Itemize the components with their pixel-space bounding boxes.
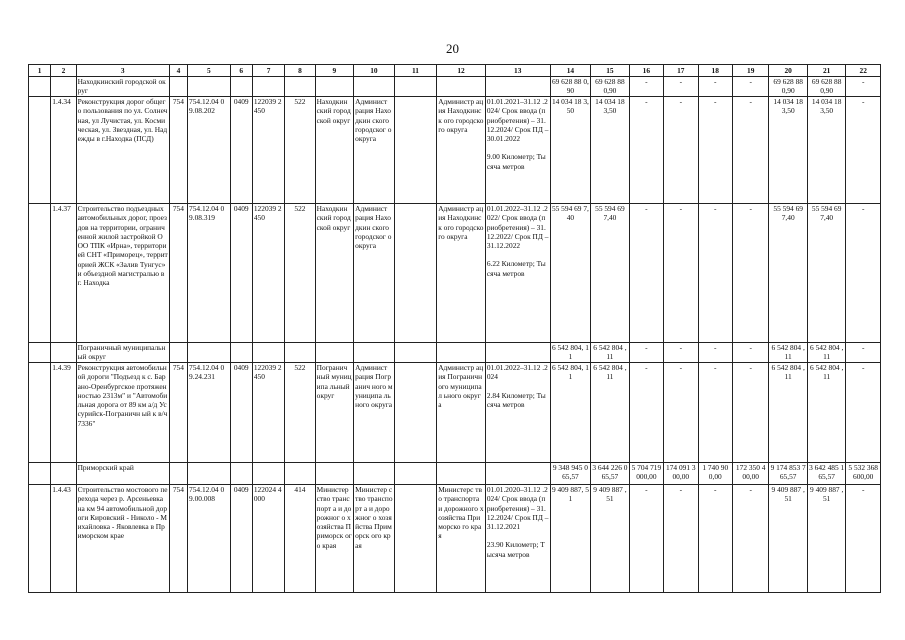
cell-col-22: - bbox=[846, 97, 881, 204]
cell-col-21: 55 594 69 7,40 bbox=[807, 204, 845, 343]
table-row bbox=[29, 363, 881, 463]
cell-col-16: - bbox=[629, 204, 663, 343]
cell-col-8: 522 bbox=[285, 97, 315, 204]
cell-col-20: 69 628 88 0,90 bbox=[769, 77, 807, 97]
cell-col-3: Находкинский городской округ bbox=[76, 77, 169, 97]
cell-col-2: 1.4.43 bbox=[51, 485, 76, 593]
column-number-11: 11 bbox=[394, 65, 437, 77]
cell-col-4 bbox=[169, 77, 187, 97]
cell-col-17: 174 091 300,00 bbox=[664, 463, 698, 485]
cell-col-10: Админист рация Погранич ного муниципа льного округа bbox=[354, 363, 395, 463]
cell-col-17: - bbox=[664, 204, 698, 343]
cell-col-10: Админист рация Находкин ского городског о округа bbox=[354, 97, 395, 204]
cell-col-11 bbox=[394, 463, 437, 485]
cell-col-2 bbox=[51, 463, 76, 485]
cell-col-20: 14 034 18 3,50 bbox=[769, 97, 807, 204]
group-row bbox=[29, 77, 881, 97]
cell-col-3: Строительство подъездных автомобильных дорог, проездов на территории, ограниченной жилой застройкой ООО ТПК «Ирна», территорией СНТ «Приморец», территорией ЖСК «Залив Тунгус» и объездной магистралью в г. Находка bbox=[76, 204, 169, 343]
cell-col-18: 1 740 90 0,00 bbox=[698, 463, 732, 485]
cell-col-18: - bbox=[698, 485, 732, 593]
column-number-12: 12 bbox=[437, 65, 486, 77]
cell-col-5 bbox=[188, 463, 231, 485]
column-number-15: 15 bbox=[591, 65, 629, 77]
cell-col-8: 522 bbox=[285, 363, 315, 463]
cell-col-16: - bbox=[629, 363, 663, 463]
cell-col-22: - bbox=[846, 343, 881, 363]
cell-col-5: 754.12.04 09.08.202 bbox=[188, 97, 231, 204]
cell-col-6 bbox=[230, 343, 252, 363]
cell-col-17: - bbox=[664, 363, 698, 463]
cell-col-22: 5 532 368 600,00 bbox=[846, 463, 881, 485]
cell-col-2: 1.4.34 bbox=[51, 97, 76, 204]
column-number-row bbox=[29, 65, 881, 77]
cell-col-1 bbox=[29, 97, 51, 204]
column-number-5: 5 bbox=[188, 65, 231, 77]
cell-col-9: Погранич ный муниципа льный округ bbox=[315, 363, 353, 463]
cell-col-18: - bbox=[698, 363, 732, 463]
capacity-text: 6.22 Километр; Тысяча метров bbox=[486, 259, 546, 278]
cell-col-21: 6 542 804 ,11 bbox=[807, 343, 845, 363]
cell-col-15: 6 542 804 ,11 bbox=[591, 343, 629, 363]
capacity-text: 2.84 Километр; Тысяча метров bbox=[486, 390, 546, 409]
cell-col-7 bbox=[252, 343, 284, 363]
cell-col-5: 754.12.04 09.08.319 bbox=[188, 204, 231, 343]
cell-col-16: - bbox=[629, 485, 663, 593]
cell-col-9 bbox=[315, 463, 353, 485]
cell-col-10 bbox=[354, 463, 395, 485]
cell-col-6: 0409 bbox=[230, 204, 252, 343]
cell-col-11 bbox=[394, 204, 437, 343]
cell-col-4: 754 bbox=[169, 97, 187, 204]
column-number-10: 10 bbox=[354, 65, 395, 77]
cell-col-18: - bbox=[698, 97, 732, 204]
cell-col-16: 5 704 719 000,00 bbox=[629, 463, 663, 485]
cell-col-1 bbox=[29, 343, 51, 363]
cell-col-14: 14 034 18 3,50 bbox=[550, 97, 591, 204]
cell-col-14: 9 409 887, 51 bbox=[550, 485, 591, 593]
cell-col-5 bbox=[188, 77, 231, 97]
cell-col-14: 55 594 69 7,40 bbox=[550, 204, 591, 343]
cell-col-22: - bbox=[846, 363, 881, 463]
cell-col-15: 69 628 88 0,90 bbox=[591, 77, 629, 97]
cell-col-6: 0409 bbox=[230, 97, 252, 204]
cell-col-12: Администр ация Находкинск ого городского округа bbox=[437, 97, 486, 204]
cell-col-7 bbox=[252, 463, 284, 485]
group-row bbox=[29, 343, 881, 363]
cell-col-15: 9 409 887 ,51 bbox=[591, 485, 629, 593]
investment-table bbox=[28, 64, 881, 593]
cell-col-10: Админист рация Находкин ского городског о округа bbox=[354, 204, 395, 343]
cell-col-16: - bbox=[629, 97, 663, 204]
cell-col-9 bbox=[315, 343, 353, 363]
cell-col-4 bbox=[169, 343, 187, 363]
cell-col-21: 14 034 18 3,50 bbox=[807, 97, 845, 204]
cell-col-19: - bbox=[732, 77, 768, 97]
cell-col-20: 9 409 887 ,51 bbox=[769, 485, 807, 593]
cell-col-7: 122024 4000 bbox=[252, 485, 284, 593]
cell-col-5 bbox=[188, 343, 231, 363]
cell-col-17: - bbox=[664, 97, 698, 204]
period-text: 01.01.2021–31.12 .2024/ Срок ввода (приобретения) – 31.12.2024/ Срок ПД – 30.01.2022 bbox=[486, 97, 549, 144]
cell-col-13 bbox=[485, 363, 550, 463]
cell-col-19: - bbox=[732, 363, 768, 463]
cell-col-12 bbox=[437, 77, 486, 97]
cell-col-5: 754.12.04 09.24.231 bbox=[188, 363, 231, 463]
cell-col-17: - bbox=[664, 485, 698, 593]
cell-col-12: Администр ация Находкинск ого городского округа bbox=[437, 204, 486, 343]
cell-col-6: 0409 bbox=[230, 363, 252, 463]
column-number-21: 21 bbox=[807, 65, 845, 77]
cell-col-2 bbox=[51, 343, 76, 363]
cell-col-7 bbox=[252, 77, 284, 97]
cell-col-22: - bbox=[846, 485, 881, 593]
cell-col-6 bbox=[230, 463, 252, 485]
cell-col-13 bbox=[485, 97, 550, 204]
cell-col-6: 0409 bbox=[230, 485, 252, 593]
cell-col-1 bbox=[29, 363, 51, 463]
cell-col-18: - bbox=[698, 77, 732, 97]
cell-col-15: 6 542 804 ,11 bbox=[591, 363, 629, 463]
cell-col-7: 122039 2450 bbox=[252, 97, 284, 204]
cell-col-9: Находкин ский городской округ bbox=[315, 97, 353, 204]
cell-col-7: 122039 2450 bbox=[252, 204, 284, 343]
cell-col-14: 6 542 804, 11 bbox=[551, 343, 589, 362]
cell-col-3: Строительство мостового перехода через р. Арсеньевка на км 94 автомобильной дороги Кировский - Николо - Михайловка - Яковлевка в Приморском крае bbox=[76, 485, 169, 593]
cell-col-2: 1.4.37 bbox=[51, 204, 76, 343]
period-text: 01.01.2020–31.12 .2024/ Срок ввода (приобретения) – 31.12.2024/ Срок ПД – 31.12.2021 bbox=[486, 485, 549, 532]
cell-col-11 bbox=[394, 363, 437, 463]
column-number-9: 9 bbox=[315, 65, 353, 77]
column-number-18: 18 bbox=[698, 65, 732, 77]
cell-col-11 bbox=[394, 485, 437, 593]
cell-col-19: - bbox=[732, 485, 768, 593]
cell-col-15: 3 644 226 065,57 bbox=[591, 463, 629, 485]
cell-col-4: 754 bbox=[169, 485, 187, 593]
cell-col-22: - bbox=[846, 204, 881, 343]
cell-col-5: 754.12.04 09.00.008 bbox=[188, 485, 231, 593]
cell-col-20: 6 542 804 ,11 bbox=[769, 363, 807, 463]
cell-col-13 bbox=[485, 343, 550, 363]
cell-col-20: 9 174 853 765,57 bbox=[769, 463, 807, 485]
cell-col-8: 522 bbox=[285, 204, 315, 343]
column-number-8: 8 bbox=[285, 65, 315, 77]
column-number-7: 7 bbox=[252, 65, 284, 77]
cell-col-15: 55 594 69 7,40 bbox=[591, 204, 629, 343]
column-number-19: 19 bbox=[732, 65, 768, 77]
cell-col-7: 122039 2450 bbox=[252, 363, 284, 463]
table-row bbox=[29, 97, 881, 204]
cell-col-18: - bbox=[698, 204, 732, 343]
cell-col-20: 6 542 804 ,11 bbox=[769, 343, 807, 363]
cell-col-1 bbox=[29, 485, 51, 593]
column-number-16: 16 bbox=[629, 65, 663, 77]
column-number-14: 14 bbox=[550, 65, 591, 77]
cell-col-22: - bbox=[846, 77, 881, 97]
cell-col-19: - bbox=[732, 97, 768, 204]
cell-col-13 bbox=[485, 77, 550, 97]
period-text: 01.01.2022–31.12 .2022/ Срок ввода (приобретения) – 31.12.2022/ Срок ПД – 31.12.2022 bbox=[486, 204, 549, 251]
cell-col-11 bbox=[394, 77, 437, 97]
column-number-13: 13 bbox=[485, 65, 550, 77]
column-number-6: 6 bbox=[230, 65, 252, 77]
cell-col-14: 6 542 804, 11 bbox=[550, 363, 591, 463]
cell-col-8 bbox=[285, 343, 315, 363]
cell-col-19: - bbox=[732, 204, 768, 343]
cell-col-19: - bbox=[732, 343, 768, 363]
cell-col-18: - bbox=[698, 343, 732, 363]
cell-col-3: Пограничный муниципальный округ bbox=[76, 343, 169, 363]
cell-col-3: Реконструкция дорог общего пользования по ул. Солнечная, ул Лучистая, ул. Космическая, ул. Звездная, ул. Надежды в г.Находка (ПСД) bbox=[76, 97, 169, 204]
cell-col-8: 414 bbox=[285, 485, 315, 593]
cell-col-14: 69 628 88 0,90 bbox=[551, 77, 589, 96]
cell-col-12: Министерс тво транспорта и дорожного хозяйства Приморско го края bbox=[437, 485, 486, 593]
cell-col-2 bbox=[51, 77, 76, 97]
cell-col-20: 55 594 69 7,40 bbox=[769, 204, 807, 343]
cell-col-21: 3 642 485 165,57 bbox=[807, 463, 845, 485]
cell-col-16: - bbox=[629, 343, 663, 363]
cell-col-17: - bbox=[664, 343, 698, 363]
column-number-2: 2 bbox=[51, 65, 76, 77]
cell-col-1 bbox=[29, 463, 51, 485]
cell-col-16: - bbox=[629, 77, 663, 97]
cell-col-13 bbox=[485, 485, 550, 593]
cell-col-11 bbox=[394, 97, 437, 204]
cell-col-9: Министер ство транспорт а и дорожног о хозяйства Приморск ого края bbox=[315, 485, 353, 593]
group-row bbox=[29, 463, 881, 485]
cell-col-4: 754 bbox=[169, 363, 187, 463]
cell-col-4: 754 bbox=[169, 204, 187, 343]
cell-col-8 bbox=[285, 77, 315, 97]
cell-col-3: Приморский край bbox=[76, 463, 169, 485]
cell-col-6 bbox=[230, 77, 252, 97]
column-number-20: 20 bbox=[769, 65, 807, 77]
cell-col-4 bbox=[169, 463, 187, 485]
cell-col-13 bbox=[485, 204, 550, 343]
cell-col-19: 172 350 4 00,00 bbox=[732, 463, 768, 485]
cell-col-15: 14 034 18 3,50 bbox=[591, 97, 629, 204]
cell-col-21: 9 409 887 ,51 bbox=[807, 485, 845, 593]
cell-col-10 bbox=[354, 77, 395, 97]
cell-col-10 bbox=[354, 343, 395, 363]
cell-col-1 bbox=[29, 204, 51, 343]
cell-col-17: - bbox=[664, 77, 698, 97]
capacity-text: 9.00 Километр; Тысяча метров bbox=[486, 152, 546, 171]
cell-col-9: Находкин ский городской округ bbox=[315, 204, 353, 343]
cell-col-12 bbox=[437, 463, 486, 485]
cell-col-21: 6 542 804 ,11 bbox=[807, 363, 845, 463]
cell-col-12 bbox=[437, 343, 486, 363]
cell-col-1 bbox=[29, 77, 51, 97]
cell-col-9 bbox=[315, 77, 353, 97]
cell-col-3: Реконструкция автомобильной дороги "Подъезд к с. Барано-Оренбургское протяженностью 2313м" и "Автомобильная дорога от 89 км а/д Уссурийск-Пограничн ый к в/ч 7336" bbox=[76, 363, 169, 463]
column-number-22: 22 bbox=[846, 65, 881, 77]
column-number-17: 17 bbox=[664, 65, 698, 77]
cell-col-13 bbox=[485, 463, 550, 485]
cell-col-21: 69 628 88 0,90 bbox=[807, 77, 845, 97]
page-number: 20 bbox=[446, 41, 459, 56]
cell-col-12: Администр ация Пограничн ого муниципал ьного округа bbox=[437, 363, 486, 463]
cell-col-11 bbox=[394, 343, 437, 363]
cell-col-10: Министер ство транспорт а и дорожног о хозяйства Приморск ого края bbox=[354, 485, 395, 593]
cell-col-14: 9 348 945 065,57 bbox=[550, 463, 591, 485]
column-number-1: 1 bbox=[29, 65, 51, 77]
cell-col-2: 1.4.39 bbox=[51, 363, 76, 463]
table-row bbox=[29, 204, 881, 343]
column-number-3: 3 bbox=[76, 65, 169, 77]
period-text: 01.01.2022–31.12 .2024 bbox=[486, 363, 548, 382]
capacity-text: 23.90 Километр; Тысяча метров bbox=[486, 540, 545, 559]
table-row bbox=[29, 485, 881, 593]
cell-col-8 bbox=[285, 463, 315, 485]
column-number-4: 4 bbox=[169, 65, 187, 77]
